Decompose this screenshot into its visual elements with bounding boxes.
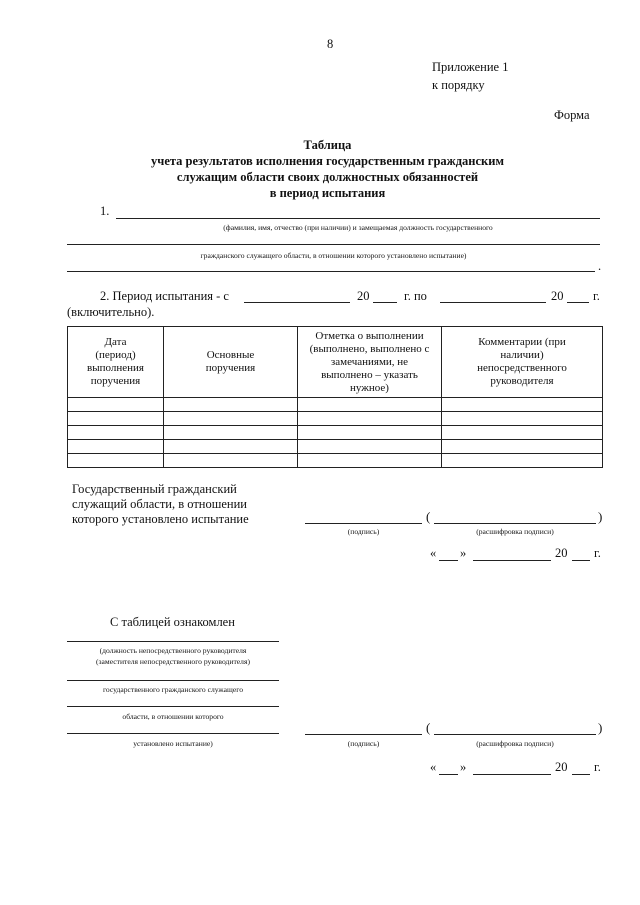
table-cell[interactable] <box>298 454 442 468</box>
page-number: 8 <box>327 37 334 51</box>
header-tasks: Основные поручения <box>164 327 298 398</box>
period-end-year: 20 <box>551 289 564 303</box>
fio-caption: (фамилия, имя, отчество (при наличии) и замещаемая должность государственного <box>223 223 493 232</box>
manager-date-day-field[interactable] <box>439 774 458 775</box>
table-cell[interactable] <box>298 412 442 426</box>
manager-position-field-2[interactable] <box>67 680 279 681</box>
appendix-label: Приложение 1 <box>432 60 509 74</box>
header-date: Дата (период) выполнения поручения <box>68 327 164 398</box>
table-cell[interactable] <box>298 398 442 412</box>
period-by-label: г. по <box>404 289 427 303</box>
employee-line-1: Государственный гражданский <box>72 482 237 496</box>
table-cell[interactable] <box>164 426 298 440</box>
employee-decode-caption: (расшифровка подписи) <box>476 527 554 536</box>
fio-field-line[interactable] <box>116 218 600 219</box>
period-start-year-field[interactable] <box>373 302 397 303</box>
date-g: г. <box>594 546 601 560</box>
manager-caption-1: (должность непосредственного руководителя <box>99 646 247 655</box>
manager-date-close-quote: » <box>460 760 467 774</box>
table-row <box>68 440 603 454</box>
table-row <box>68 412 603 426</box>
table-cell[interactable] <box>164 440 298 454</box>
appendix-subtitle: к порядку <box>432 78 485 92</box>
manager-date-year-field[interactable] <box>572 774 590 775</box>
date-close-quote: » <box>460 546 467 560</box>
table-cell[interactable] <box>442 454 603 468</box>
table-row <box>68 398 603 412</box>
table-cell[interactable] <box>298 426 442 440</box>
manager-caption-4: области, в отношении которого <box>122 712 224 721</box>
table-cell[interactable] <box>442 426 603 440</box>
employee-paren-close: ) <box>598 509 603 524</box>
date-month-field[interactable] <box>473 560 551 561</box>
manager-caption-3: государственного гражданского служащего <box>102 685 243 694</box>
period-inclusive: (включительно). <box>67 305 155 319</box>
fio-field-line-3[interactable] <box>67 271 595 272</box>
period-start-field[interactable] <box>244 302 350 303</box>
table-cell[interactable] <box>164 454 298 468</box>
date-year-field[interactable] <box>572 560 590 561</box>
table-row <box>68 426 603 440</box>
period-end-g: г. <box>593 289 600 303</box>
table-cell[interactable] <box>68 398 164 412</box>
manager-paren-close: ) <box>598 720 603 735</box>
section-1-number: 1. <box>100 204 110 218</box>
manager-position-field[interactable] <box>67 641 279 642</box>
date-open-quote: « <box>430 546 437 560</box>
manager-signature-field[interactable] <box>305 734 422 735</box>
manager-date-g: г. <box>594 760 601 774</box>
period-end-year-field[interactable] <box>567 302 589 303</box>
manager-caption-2: (заместителя непосредственного руководителя) <box>96 657 250 666</box>
employee-paren-open: ( <box>426 509 431 524</box>
title-line-3: служащим области своих должностных обязанностей <box>176 170 479 184</box>
results-table <box>67 326 603 468</box>
date-year-prefix: 20 <box>555 546 568 560</box>
table-cell[interactable] <box>68 412 164 426</box>
manager-paren-open: ( <box>426 720 431 735</box>
period-end-field[interactable] <box>440 302 546 303</box>
employee-signature-caption: (подпись) <box>347 527 380 536</box>
employee-signature-field[interactable] <box>305 523 422 524</box>
table-cell[interactable] <box>68 440 164 454</box>
table-cell[interactable] <box>442 412 603 426</box>
title-line-1: Таблица <box>303 138 352 152</box>
period-label: 2. Период испытания - с <box>100 289 229 303</box>
table-row <box>68 454 603 468</box>
table-cell[interactable] <box>68 454 164 468</box>
manager-decode-field[interactable] <box>434 734 596 735</box>
form-label: Форма <box>554 108 590 122</box>
manager-signature-caption: (подпись) <box>347 739 380 748</box>
table-cell[interactable] <box>442 440 603 454</box>
employee-decode-field[interactable] <box>434 523 596 524</box>
header-comments: Комментарии (при наличии) непосредственного руководителя <box>442 327 603 398</box>
table-cell[interactable] <box>68 426 164 440</box>
table-cell[interactable] <box>164 398 298 412</box>
acquainted-heading: С таблицей ознакомлен <box>110 615 235 629</box>
manager-position-field-4[interactable] <box>67 733 279 734</box>
manager-date-year-prefix: 20 <box>555 760 568 774</box>
date-day-field[interactable] <box>439 560 458 561</box>
fio-field-line-2[interactable] <box>67 244 600 245</box>
manager-decode-caption: (расшифровка подписи) <box>476 739 554 748</box>
employee-line-3: которого установлено испытание <box>72 512 249 526</box>
table-cell[interactable] <box>164 412 298 426</box>
manager-position-field-3[interactable] <box>67 706 279 707</box>
table-cell[interactable] <box>298 440 442 454</box>
period-start-year: 20 <box>357 289 370 303</box>
fio-caption-2: гражданского служащего области, в отношении которого установлено испытание) <box>200 251 467 260</box>
manager-caption-5: установлено испытание) <box>133 739 213 748</box>
manager-date-month-field[interactable] <box>473 774 551 775</box>
table-cell[interactable] <box>442 398 603 412</box>
section-1-end-dot: . <box>598 259 602 273</box>
header-mark: Отметка о выполнении (выполнено, выполнено с замечаниями, не выполнено – указать нужное) <box>298 327 442 398</box>
employee-line-2: служащий области, в отношении <box>72 497 247 511</box>
title-line-2: учета результатов исполнения государственным гражданским <box>151 154 504 168</box>
manager-date-open-quote: « <box>430 760 437 774</box>
title-line-4: в период испытания <box>269 186 386 200</box>
